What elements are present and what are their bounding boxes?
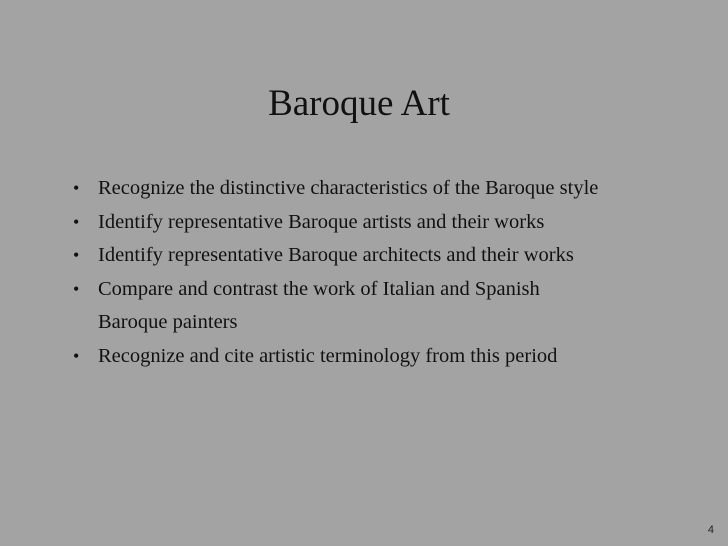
bullet-continuation (73, 306, 713, 340)
bullet-item (73, 340, 713, 374)
bullet-glyph: • (73, 178, 80, 198)
bullet-item (73, 172, 713, 206)
bullet-item (73, 239, 713, 273)
bullet-text: Identify representative Baroque architects and their works (98, 244, 574, 267)
bullet-glyph: • (73, 278, 80, 299)
bullet-item (73, 273, 713, 307)
bullet-glyph: • (73, 211, 80, 232)
bullet-glyph: • (73, 245, 80, 266)
bullet-text: Baroque painters (98, 311, 238, 334)
bullet-item (73, 206, 713, 240)
bullet-text: Recognize the distinctive characteristics of the Baroque style (98, 177, 599, 199)
bullet-list (73, 172, 713, 374)
bullet-text: Identify representative Baroque artists and their works (98, 210, 545, 233)
bullet-text: Recognize and cite artistic terminology from this period (98, 344, 558, 367)
page-number: 4 (707, 524, 714, 536)
slide-title (0, 82, 728, 126)
bullet-text: Compare and contrast the work of Italian and Spanish (98, 277, 540, 300)
slide-title-text: Baroque Art (268, 83, 450, 124)
bullet-glyph: • (73, 345, 80, 366)
